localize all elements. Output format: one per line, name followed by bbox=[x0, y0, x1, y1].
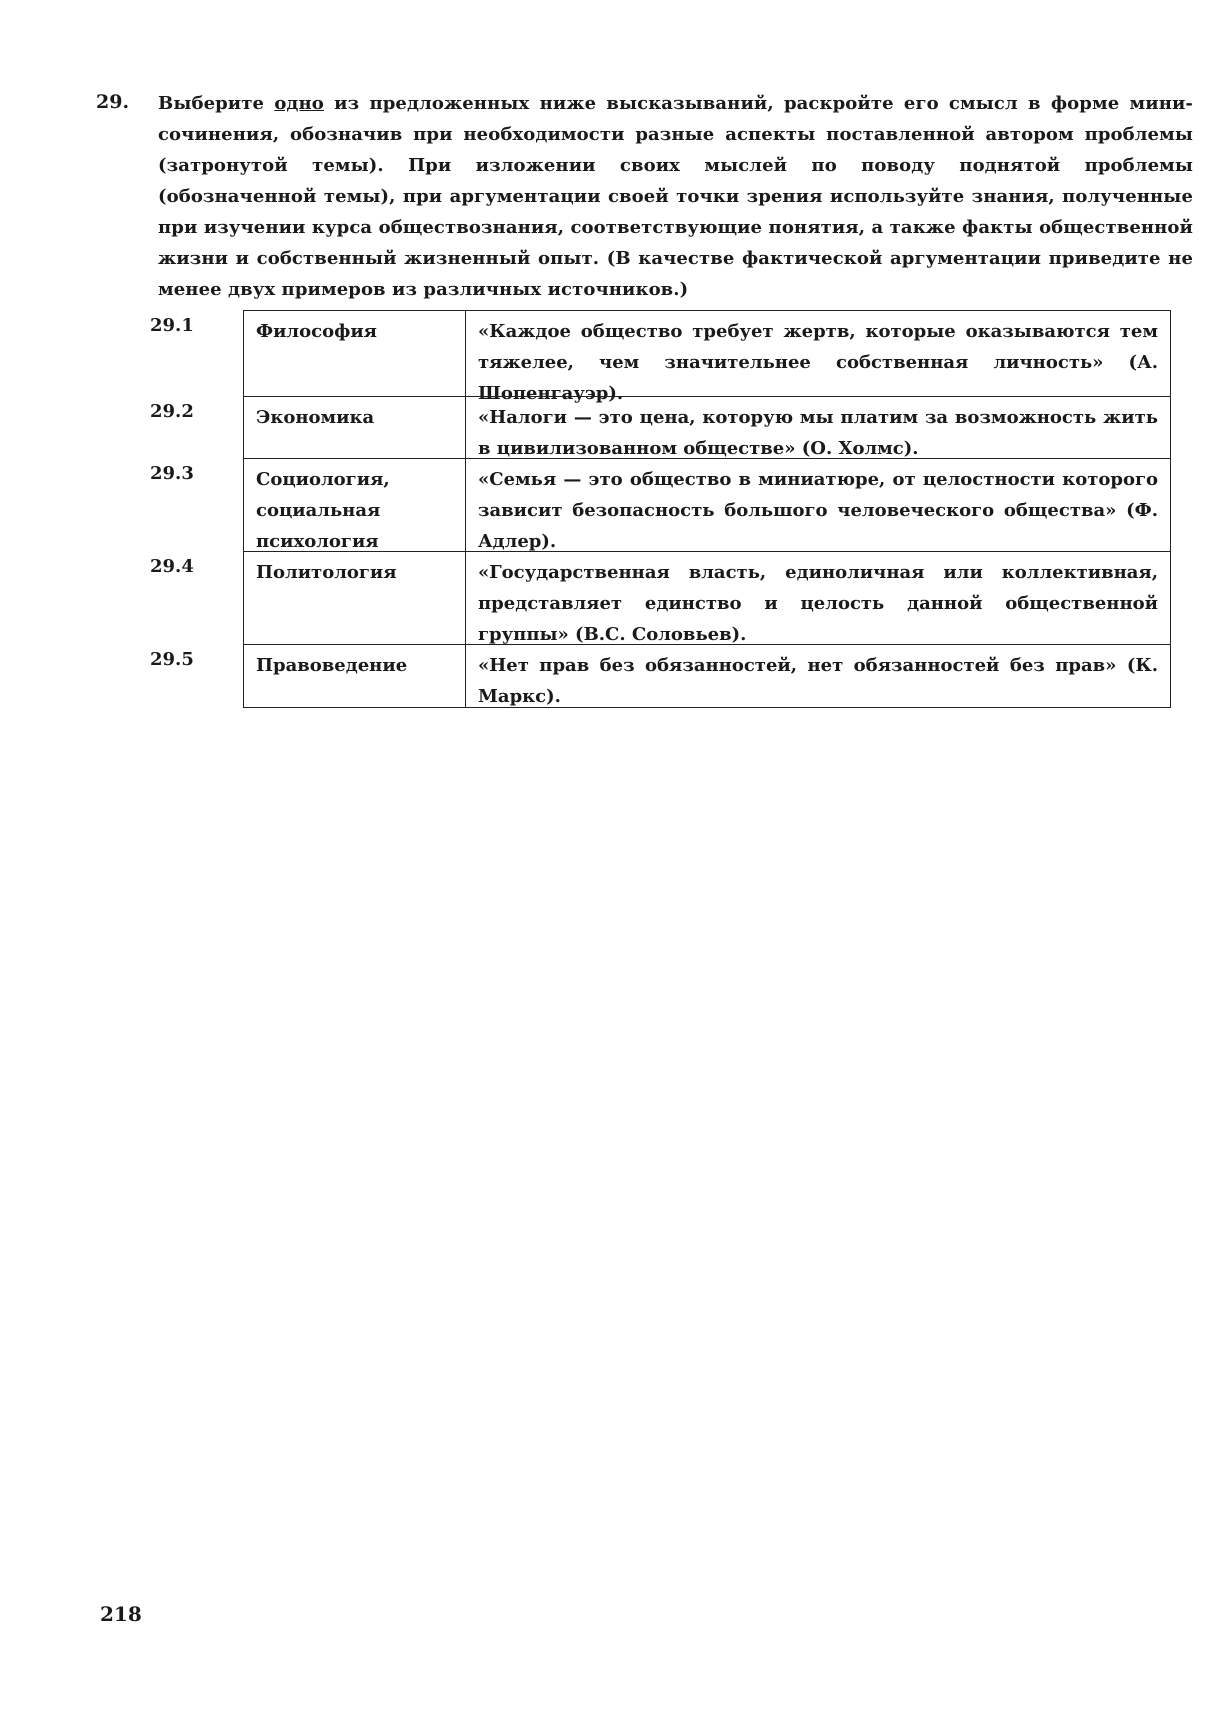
option-quote: «Государственная власть, единоличная или коллективная, представляет единство и целость данной общественной группы» (В.С. Соловьев). bbox=[465, 551, 1171, 644]
option-row bbox=[150, 644, 1171, 708]
option-row bbox=[150, 396, 1171, 458]
task-number: 29. bbox=[96, 91, 130, 113]
task-intro-before: Выберите bbox=[158, 93, 275, 114]
task-intro-after: из предложенных ниже высказываний, раскройте его смысл в форме мини-сочинения, обозначив при необходимости разные аспекты поставленной автором проблемы (затронутой темы). При изложении своих мыслей по поводу поднятой проблемы (обозначенной темы), при аргументации своей точки зрения используйте знания, полученные при изучении курса обществознания, соответствующие понятия, а также факты общественной жизни и собственный жизненный опыт. (В качестве фактической аргументации приведите не менее двух примеров из различных источников.) bbox=[158, 93, 1193, 300]
task-intro-underlined: одно bbox=[274, 93, 324, 114]
option-topic: Социология, социальная психология bbox=[243, 458, 465, 551]
option-quote: «Налоги — это цена, которую мы платим за возможность жить в цивилизованном обществе» (О. Холмс). bbox=[465, 396, 1171, 458]
option-number: 29.4 bbox=[150, 556, 194, 577]
option-topic: Экономика bbox=[243, 396, 465, 458]
task-instructions bbox=[158, 88, 1193, 305]
option-topic: Философия bbox=[243, 310, 465, 396]
options-table bbox=[150, 310, 1171, 708]
page-number: 218 bbox=[100, 1602, 142, 1626]
option-topic: Правоведение bbox=[243, 644, 465, 708]
option-row bbox=[150, 310, 1171, 404]
option-row bbox=[150, 458, 1171, 551]
option-number: 29.5 bbox=[150, 649, 194, 670]
option-number: 29.1 bbox=[150, 315, 194, 336]
option-topic: Политология bbox=[243, 551, 465, 644]
option-quote: «Нет прав без обязанностей, нет обязанностей без прав» (К. Маркс). bbox=[465, 644, 1171, 708]
option-quote: «Семья — это общество в миниатюре, от целостности которого зависит безопасность большого человеческого общества» (Ф. Адлер). bbox=[465, 458, 1171, 551]
option-number: 29.2 bbox=[150, 401, 194, 422]
option-number: 29.3 bbox=[150, 463, 194, 484]
option-row bbox=[150, 551, 1171, 644]
option-quote: «Каждое общество требует жертв, которые оказываются тем тяжелее, чем значительнее собственная личность» (А. Шопенгауэр). bbox=[465, 310, 1171, 396]
